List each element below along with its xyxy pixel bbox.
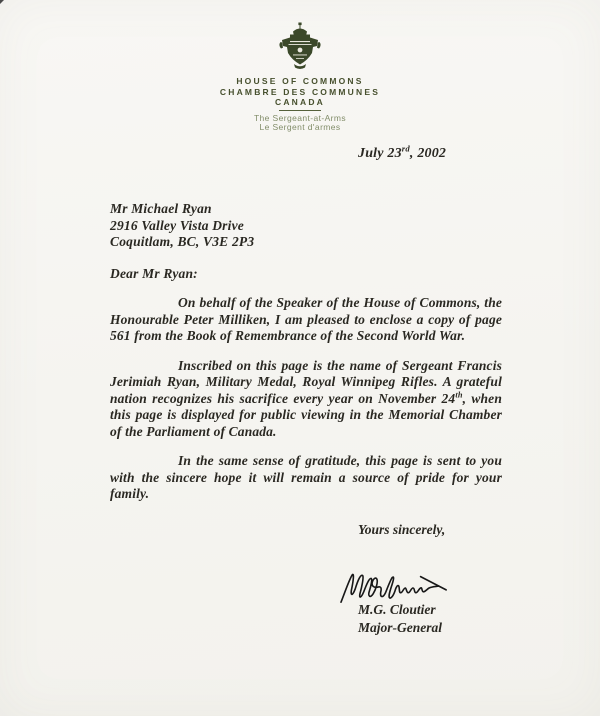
org-name-fr: CHAMBRE DES COMMUNES (219, 86, 381, 97)
org-name-en: HOUSE OF COMMONS (236, 76, 364, 86)
letter-body (110, 295, 502, 516)
paragraph-3-text: In the same sense of gratitude, this page is sent to you with the sincere hope it will remain a source of pride for your family. (110, 453, 502, 501)
paragraph-1-text: On behalf of the Speaker of the House of Commons, the Honourable Peter Milliken, I am pleased to enclose a copy of page 561 from the Book of Remembrance of the Second World War. (110, 295, 502, 343)
letterhead-rule (279, 110, 321, 111)
letterhead (0, 22, 600, 133)
signer-title: Major-General (358, 619, 442, 635)
recipient-address (110, 201, 254, 251)
date-suffix: , 2002 (409, 146, 447, 161)
paragraph-2-ordinal: th (455, 390, 463, 399)
paragraph-3 (110, 453, 502, 503)
office-title-fr: Le Sergent d'armes (259, 122, 341, 132)
recipient-street: 2916 Valley Vista Drive (110, 217, 244, 233)
date-ordinal: rd (401, 143, 410, 154)
recipient-name: Mr Michael Ryan (110, 201, 212, 216)
paragraph-2-text-b: , when this page is displayed for public viewing in the Memorial Chamber of the Parliament of Canada. (110, 390, 502, 439)
office-title-en: The Sergeant-at-Arms (253, 112, 347, 123)
date-prefix: July 23 (358, 146, 402, 161)
paragraph-1 (110, 295, 502, 345)
org-country: CANADA (274, 97, 326, 107)
date (358, 143, 447, 162)
salutation: Dear Mr Ryan: (110, 266, 198, 281)
coat-of-arms-icon (277, 22, 323, 70)
valediction: Yours sincerely, (358, 522, 446, 537)
scan-corner-artifact (0, 0, 4, 4)
paragraph-2 (110, 358, 502, 441)
signer-name: M.G. Cloutier (358, 602, 436, 617)
recipient-city: Coquitlam, BC, V3E 2P3 (110, 234, 255, 249)
paragraph-2-text-a: Inscribed on this page is the name of Sergeant Francis Jerimiah Ryan, Military Medal, Royal Winnipeg Rifles. A grateful nation recognizes his sacrifice every year on November 24 (110, 357, 502, 406)
signature-block (358, 601, 442, 636)
